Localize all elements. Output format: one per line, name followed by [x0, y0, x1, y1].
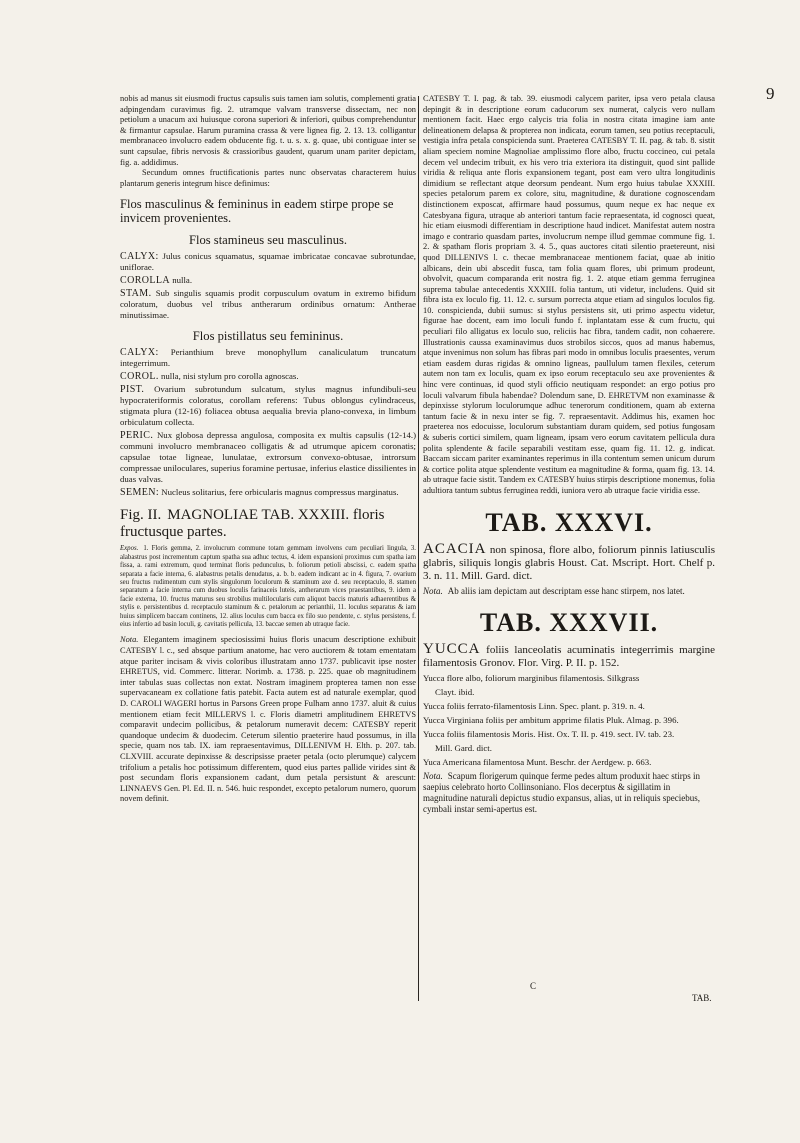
figure-heading	[120, 507, 416, 541]
entry-term: PIST.	[120, 384, 145, 396]
nota-text: Scapum florigerum quinque ferme pedes altum produxit haec stirps in saepius celebrato horto Collinsoniano. Flos decerptus & sigillatim in magnitudine naturali depictus studio expansus, alias, ut in reliquis speciebus, cymbali instar semi-apertus est.	[423, 770, 700, 814]
synonym-5: Yuca Americana filamentosa Munt. Beschr. der Aerdgew. p. 663.	[423, 756, 652, 767]
synonym-2: Yucca foliis ferrato-filamentosis Linn. Spec. plant. p. 319. n. 4.	[423, 700, 645, 711]
tab-xxxvi-heading: TAB. XXXVI.	[485, 507, 653, 537]
left-column	[120, 94, 416, 805]
entry-term: PERIC.	[120, 430, 154, 442]
male-flower-heading: Flos stamineus seu masculinus.	[188, 233, 348, 248]
female-flower-heading: Flos pistillatus seu femininus.	[192, 329, 344, 344]
entry-term: STAM.	[120, 288, 152, 300]
flower-heading: Flos masculinus & femininus in eadem stirpe prope se invicem provenientes.	[120, 197, 394, 226]
entry-text: Perianthium breve monophyllum canaliculatum truncatum integerrimum.	[120, 347, 416, 369]
nota-label: Nota.	[423, 585, 443, 596]
figure-label: Fig. II.	[120, 507, 162, 524]
synonym-3: Yucca Virginiana foliis per ambitum apprime filatis Pluk. Almag. p. 396.	[423, 714, 679, 725]
catchword: TAB.	[692, 993, 712, 1003]
right-column	[423, 94, 715, 815]
synonym-1-ref: Clayt. ibid.	[435, 686, 475, 697]
page-number: 9	[766, 84, 775, 103]
entry-text: nulla.	[172, 275, 193, 286]
species-description: non spinosa, flore albo, foliorum pinnis latiusculis glabris, siliquis longis glabris Houst. Cat. Mscript. Hort. Chelf p. 3. n. 11. Mill. Gard. dict.	[423, 543, 716, 582]
entry-text: Nux globosa depressa angulosa, composita ex multis capsulis (12-14.) communi involucro membranaceo colligatis & ad utrumque apicem coronatis; capsulae totae ligneae, lunulatae, extrorsum convexo-obtusae, introrsum compressae uniloculares, superius foramine pertusae, inferius elastice dissilientes in duas valvas.	[120, 430, 417, 485]
synonym-4-ref: Mill. Gard. dict.	[435, 742, 492, 753]
pistil-entry	[120, 384, 416, 428]
left-paragraph-1: nobis ad manus sit eiusmodi fructus capsulis suis tamen iam solutis, complementi gratia adpingendam curavimus fig. 2. utramque valvam transverse dissectam, nec non petiolum a unacum axi huiusque corona superiori & inferiori, quibus comprehenduntur & firmantur capsulae. Harum puramina crassa & vere lignea fig. 2. 13. 13. colligantur membranaceo involucro eadem obducente fig. t. u. s. x. g. quae, ubi contiguae inter se sunt capsulae, fibris nervosis & crassioribus gaudent, quarum unam pariter depictam, fig. a. addidimus.	[120, 94, 416, 167]
nota-label: Nota.	[423, 770, 443, 781]
genus-name: ACACIA	[423, 540, 487, 557]
entry-term: CALYX:	[120, 347, 159, 359]
entry-term: SEMEN:	[120, 487, 160, 499]
nota-text: Ab aliis iam depictam aut descriptam esse hanc stirpem, nos latet.	[447, 585, 685, 596]
entry-term: COROLLA	[120, 275, 171, 287]
yucca-nota	[423, 771, 715, 815]
entry-text: Nucleus solitarius, fere orbicularis magnus compressus marginatus.	[161, 487, 399, 498]
explanation-text: 1. Floris gemma, 2. involucrum commune totam gemmam involvens cum peculiari lingula, 3. alabastrus post incrementum captum spatha sua adhuc tectus, 4. idem expansioni proximus cum spatha iam fissa, a. rami extremum, quod terminat floris pedunculus, b. foliorum petioli abscissi, c. eadem spatha separata a facie interna, 6. alabastrus petalis denudatus, a. b. b. eadem indicant ac in 4. figura, 7. ovarium seu fructus rudimentum cum stylis singulorum loculorum & staminum axe d. seu receptaculo, 8. stamen separatum a facie interna cum duobus loculis farinaceis luteis, antherarum vices praestantibus, 9. idem a facie externa, 10. fructus maturus seu strobilus multilocularis cum aliquot baccis maturis adhaerentibus & stylis e. persistentibus d. receptaculo staminum & c. petalorum ac perianthii, 11. loculus separatus & iam huius simplicem baccam continens, 12. alius loculus cum bacca ex filo suo pendente, c. stylus persistens, f. eius infertio ad basin loculi, g. cavitatis pellicula, 13. baccae semen ab utraque facie.	[120, 545, 416, 628]
entry-text: Ovarium subrotundum sulcatum, stylus magnus infundibuli-seu hypocrateriformis coloratus, corollam referens: Tubus oblongus cylindraceus, stigmata plura (12-16) foliacea obtusa aequalia brevia plano-convexa, in limbum orbiculatum collecta.	[120, 384, 416, 428]
species-description: foliis lanceolatis acuminatis integerrimis margine filamentosis Gronov. Flor. Virg. P. II. p. 152.	[423, 643, 715, 669]
entry-text: Sub singulis squamis prodit corpusculum ovatum in extremo bifidum coloratum, duobus vel tribus antherarum ordinibus ornatum: Antherae minutissimae.	[120, 288, 416, 321]
acacia-nota	[423, 586, 715, 597]
explanation-label: Expos.	[120, 545, 139, 553]
entry-text: Julus conicus squamatus, squamae imbricatae concavae subrotundae, uniflorae.	[120, 251, 416, 273]
pericarp-entry	[120, 430, 416, 485]
figure-title: MAGNOLIAE TAB. XXXIII. floris fructusque partes.	[120, 507, 385, 541]
left-paragraph-2: Secundum omnes fructificationis partes nunc observatas characterem huius plantarum generis integrum hisce definimus:	[120, 168, 416, 188]
column-divider	[418, 96, 419, 1001]
calyx-male-entry	[120, 251, 416, 273]
entry-text: nulla, nisi stylum pro corolla agnoscas.	[161, 371, 299, 382]
explanation-of-figures	[120, 545, 416, 629]
left-nota	[120, 635, 416, 805]
genus-name: YUCCA	[423, 640, 481, 657]
signature-mark: C	[530, 981, 537, 991]
seed-entry	[120, 487, 416, 498]
right-paragraph-1: CATESBY T. I. pag. & tab. 39. eiusmodi calycem pariter, ipsa vero petala clausa depingit & in descriptione eorum caducorum sex numerat, calycis vero nullam mentionem facit. Haec ergo calycis tria folia in nostra citata imagine iam ante delineationem delapsa & propterea non indicata, eorum tamen, seu potius receptaculi, vestigia infra petala conspicienda sunt. Praeterea CATESBY T. II. pag. & tab. 8. sistit aliam speciem nomine Magnoliae amplissimo flore albo, fructu coccineo, cui petala decem vel undecim tribuit, ex his vero tria exteriora ita distinguit, quod sint pallide viridia & reliqua ante floris expansionem tegant, post eam vero ultra longitudinis dimidium se reflectant atque deorsum pendeant. Num ergo huius tabulae XXXIII. species petalorum parem ex colore, situ, magnitudine, & duratione cognoscendam distinctionem exposcat, affirmare haud possumus, quum neque ex hac neque ex Catesbyana figura, utraque ab anteriori tantum facie repraesentata, id cognosci queat, hic etiam eiusmodi differentiam in descriptione haud indicet. Manifestat autem nostra imago e contrario quasdam partes, involucrum nempe illud gemmae commune fig. 1. 2. & spatham floris propriam 3. 4. 5., quas auctores citati silentio praetereunt, nisi quod DILLENIVS l. c. thecae membranaceae mentionem faciat, quae ab initio albicans, dein ubi abscedit fusca, tam folia quam flores, ubi primum prodeunt, obvolvit, quacum comparanda erit nostra fig. 1. 2. atque etiam gemma ferruginea suprema tabulae antecedentis XXXIII. folia tantum, uti videtur, includens. Quid sit fibra ista ex loculo fig. 11. 12. c. sursum porrecta atque etiam ad singulos loculos fig. 10. conspicienda, dubii sumus: si stylus persistens sit, uti primo aspectu videtur, figurae hae docent, eam imo loculi fundo f. inplantatam esse & cum fructu, qui peculiari filo alligatus ex loculo suo, reliciis hac fibra, tandem cadit, non cohaerere. Illustrationis caussa examinavimus duos strobilos siccos, quos ad manus habemus, atque invenimus non solum has fibras pari modo in omnibus loculis praesentes, verum etiam easdem duras rigidas & omnino ligneas, paullulum tamen flexiles, ceterum autem non tam ex loculis, quam ex ipso eorum receptaculo seu axe provenientes & hinc vere continuas, id quod styli officio neutiquam respondet: an ergo potius pro loculi valvarum fibula habendae? Dolendum sane, D. EHRETVM non examinasse & depinxisse stylorum loculorumque adhuc tenerorum conditionem, quam ab externa tantum facie & in nexu inter se fig. 7. repraesentavit. Addimus his, examen hoc praeterea nos edocuisse, loculorum substantiam duram quidem, sed potius fungosam & suberis cortici similem, quam ligneam, ipsam vero eorum cavitatem pellicula dura polita splendente & facile separabili vestitam esse, quam fig. 11. 12. g. indicat. Baccam siccam pariter examinantes reperimus in illa contentum semen unicum durum & cortice polita atque splendente vestitum ea magnitudine & forma, quam fig. 13. 14. ab utraque facie sistit. Tandem ex CATESBY huius stirpis descriptione monemus, folia adultiora tantum subtus ferruginea reddi, iuniora vero ab utraque facie viridia esse.	[423, 94, 715, 495]
corolla-male-entry	[120, 275, 416, 286]
synonym-1: Yucca flore albo, foliorum marginibus filamentosis. Silkgrass	[423, 672, 640, 683]
yucca-entry	[423, 640, 715, 670]
nota-text: Elegantem imaginem speciosissimi huius floris unacum descriptione exhibuit CATESBY l. c., sed absque partium anatome, hac vero auctiorem & totam ementatam atque pariter incisam & vivis coloribus illustratam anno 1737. publicavit ipse noster EHRETUS, vid. Commerc. litterar. Norimb. a. 1738. p. 225. quae ob magnitudinem inter tabulas suas collectas non extat. Nostram imaginem propterea tamen non esse supervacaneam ex collatione fatis patebit. Facta autem est ad naturale exemplar, quod D. CAROLI WAGERI hortus in Parsons Green prope Fulham anno 1737. aluit & cuius mentionem etiam fecit MILLERVS l. c. Floris diametri amplitudinem EHRETVS comparavit undecim pollicibus, & petalorum numeravit decem: CATESBY reperit quandoque undecim & duodecim. Ceterum silentio praeterire haud possumus, in illa specie, quam nos tab. IX. iam repraesentavimus, DILLENIVM H. Elth. p. 207. tab. CLXVIII. accurate depinxisse & descripsisse praeter petala (octo plerumque) calycem trifolium a petalis hoc potissimum differentem, quod eius partes pallide virides sint & post secundam floris expansionem cadant, dum petala persistunt & arescunt: LINNAEVS Gen. Pl. Ed. II. n. 546. huic respondet, excepto petalorum numero, quorum novem definit.	[120, 635, 416, 804]
corolla-female-entry	[120, 371, 416, 382]
acacia-entry	[423, 540, 716, 583]
stamen-entry	[120, 288, 416, 321]
nota-label: Nota.	[120, 635, 139, 645]
entry-term: CALYX:	[120, 251, 159, 263]
calyx-female-entry	[120, 347, 416, 369]
synonym-4: Yucca foliis filamentosis Moris. Hist. Ox. T. II. p. 419. sect. IV. tab. 23.	[423, 728, 675, 739]
entry-term: COROL.	[120, 371, 159, 383]
tab-xxxvii-heading: TAB. XXXVII.	[479, 607, 659, 637]
